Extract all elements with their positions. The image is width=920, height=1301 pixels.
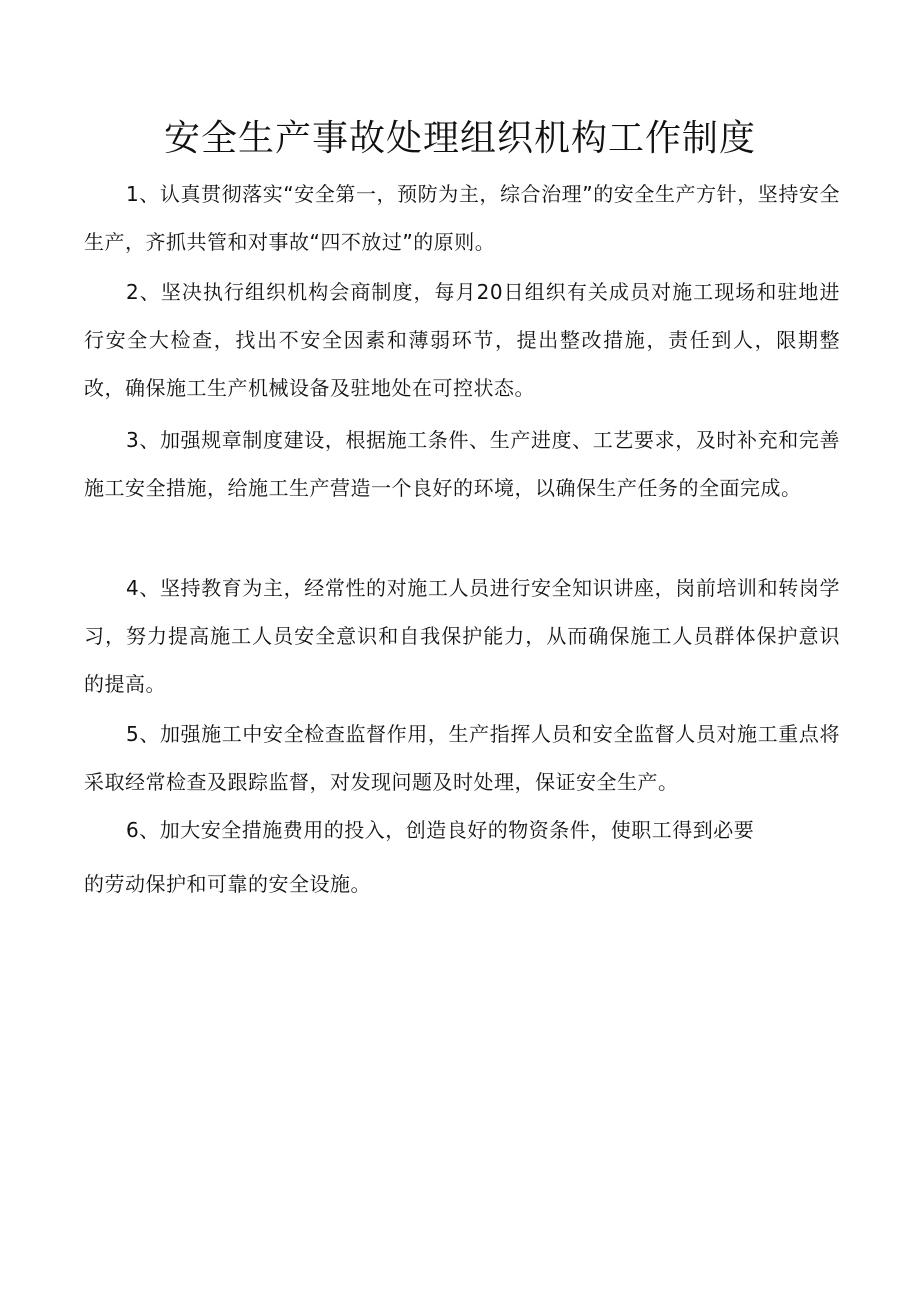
paragraph-4: 4、坚持教育为主，经常性的对施工人员进行安全知识讲座，岗前培训和转岗学习，努力提高施工人员安全意识和自我保护能力，从而确保施工人员群体保护意识的提高。	[84, 576, 840, 696]
paragraph-5: 5、加强施工中安全检查监督作用，生产指挥人员和安全监督人员对施工重点将采取经常检查及跟踪监督，对发现问题及时处理，保证安全生产。	[84, 722, 840, 794]
paragraph-6-line-1: 6、加大安全措施费用的投入，创造良好的物资条件，使职工得到必要	[126, 818, 755, 842]
paragraph-3: 3、加强规章制度建设，根据施工条件、生产进度、工艺要求，及时补充和完善施工安全措施，给施工生产营造一个良好的环境，以确保生产任务的全面完成。	[84, 428, 840, 500]
paragraph-1: 1、认真贯彻落实“安全第一，预防为主，综合治理”的安全生产方针，坚持安全生产，齐抓共管和对事故“四不放过”的原则。	[84, 182, 840, 254]
document-title: 安全生产事故处理组织机构工作制度	[163, 118, 756, 159]
paragraph-2: 2、坚决执行组织机构会商制度，每月20日组织有关成员对施工现场和驻地进行安全大检查，找出不安全因素和薄弱环节，提出整改措施，责任到人，限期整改，确保施工生产机械设备及驻地处在可控状态。	[84, 280, 840, 400]
paragraph-6-line-2: 的劳动保护和可靠的安全设施。	[84, 872, 371, 896]
